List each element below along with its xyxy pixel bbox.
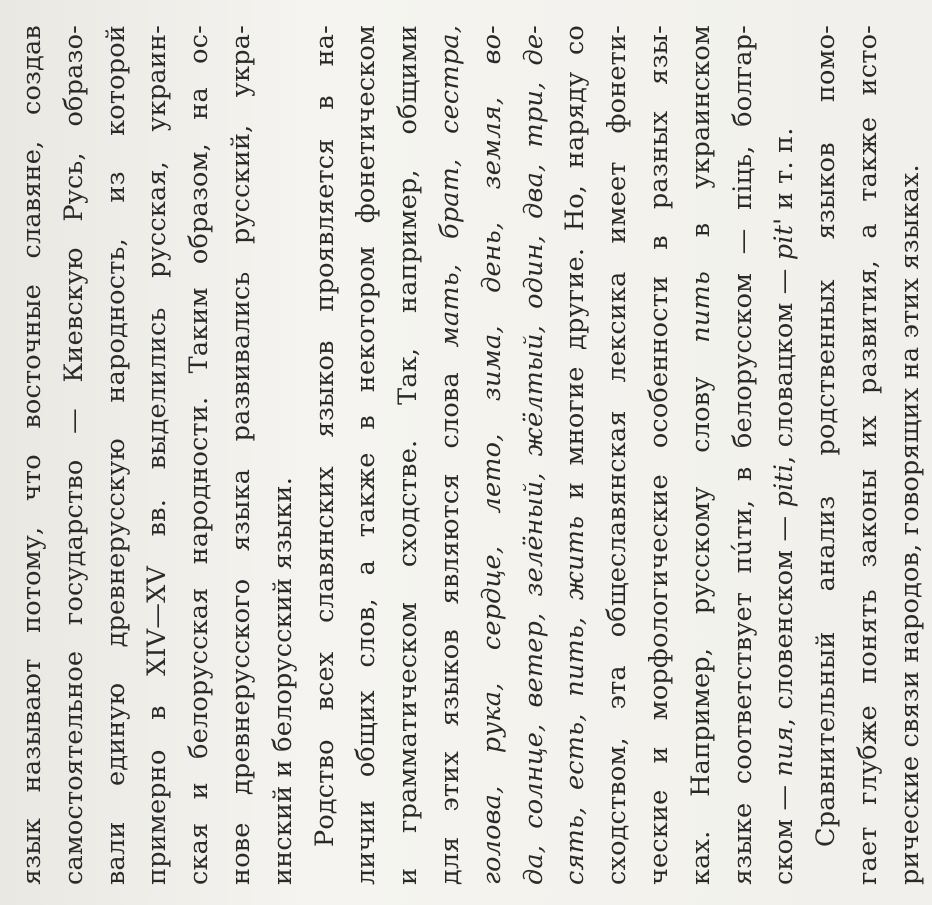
text-line [890,25,932,885]
paragraph [806,25,931,885]
text-line [597,25,639,885]
paragraph [305,25,807,885]
text-run: и грамматическом сходстве. Так, например, общими [393,25,424,885]
italic-text: pit' [769,217,800,261]
text-run: инский и белорусский языки. [267,476,298,885]
text-run: ках. Например, русскому слову [685,342,716,885]
text-line [848,25,890,885]
text-run: рические связи народов, говорящих на этих языках. [894,164,925,885]
text-line [388,25,430,885]
text-run: самостоятельное государство — Киевскую Русь, образо- [58,25,89,885]
text-line [472,25,514,885]
italic-text: пия [769,726,800,777]
text-line [723,25,765,885]
text-run: примерно в XIV—XV вв. выделились русская, украин- [142,25,173,885]
text-run: для этих языков являются слова [434,347,465,885]
text-run: и т. п. [769,127,800,218]
text-line [263,25,305,885]
text-run: нове древнерусского языка развивались русский, укра- [225,25,256,885]
text-run: вали единую древнерусскую народность, из которой [100,25,131,885]
text-line [555,25,597,885]
text-line [346,25,388,885]
text-run: язык называют потому, что восточные славяне, создав [17,25,47,885]
italic-text: пить [685,271,716,343]
text-run: сходством, эта общеславянская лексика имеет фонети- [602,25,633,885]
text-run: ская и белорусская народности. Таким образом, на ос- [184,25,215,885]
text-run: в украинском [685,25,716,271]
text-run: , словацком — [769,260,800,464]
text-run: языке соответствует пúти, в белорусском — піць, болгар- [727,25,758,885]
text-line [221,25,263,885]
italic-text: да, солнце, ветер, зелёный, жёлтый, один, два, три, де- [518,25,549,885]
text-line [764,25,806,885]
text-line [681,25,723,885]
text-run: гает глубже понять законы их развития, а также исто- [852,25,883,885]
text-run: Сравнительный анализ родственных языков помо- [811,25,842,847]
text-run: личии общих слов, а также в некотором фонетическом [351,25,382,885]
paragraph [12,25,305,885]
text-run: , словенском — [769,507,800,727]
text-line [430,25,472,885]
text-run: ском — [769,776,800,885]
text-line [12,25,54,885]
text-run: ческие и морфологические особенности в разных язы- [643,25,674,885]
text-line [179,25,221,885]
body-text [12,25,932,885]
text-line [96,25,138,885]
text-line [137,25,179,885]
italic-text: мать, брат, сестра, [434,25,465,348]
text-run: Родство всех славянских языков проявляется в на- [309,25,340,847]
italic-text: сять, есть, пить, жить [560,515,591,885]
text-line [639,25,681,885]
italic-text: piti [769,463,800,508]
text-line [54,25,96,885]
italic-text: голова, рука, сердце, лето, зима, день, земля, во- [476,25,507,885]
text-line [806,25,848,885]
text-line [305,25,347,885]
text-run: и многие другие. Но, наряду со [560,25,591,516]
text-line [514,25,556,885]
